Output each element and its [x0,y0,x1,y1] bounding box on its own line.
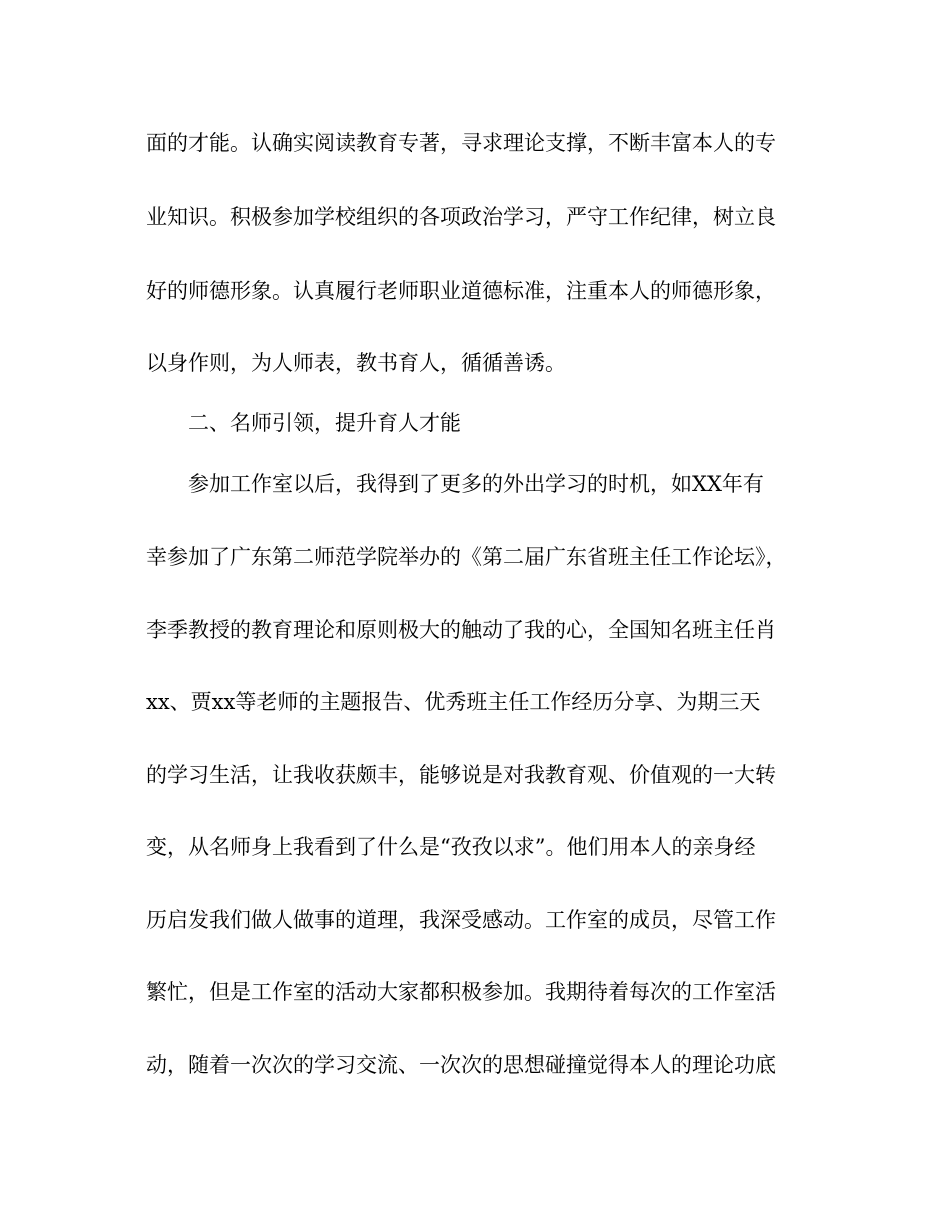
paragraph-line: 历启发我们做人做事的道理，我深受感动。工作室的成员，尽管工作 [146,908,776,932]
paragraph-line: 参加工作室以后，我得到了更多的外出学习的时机，如XX年有 [188,472,764,496]
paragraph-line: 李季教授的教育理论和原则极大的触动了我的心，全国知名班主任肖 [146,618,776,642]
paragraph-line: 繁忙，但是工作室的活动大家都积极参加。我期待着每次的工作室活 [146,980,776,1004]
paragraph-line: xx、贾xx等老师的主题报告、优秀班主任工作经历分享、为期三天 [146,690,761,714]
paragraph-line: 变，从名师身上我看到了什么是“孜孜以求”。他们用本人的亲身经 [146,835,756,859]
paragraph-line: 动，随着一次次的学习交流、一次次的思想碰撞觉得本人的理论功底 [146,1053,776,1077]
paragraph-line: 以身作则，为人师表，教书育人，循循善诱。 [146,351,566,375]
paragraph-line: 好的师德形象。认真履行老师职业道德标准，注重本人的师德形象， [146,279,776,303]
paragraph-line: 面的才能。认确实阅读教育专著，寻求理论支撑，不断丰富本人的专 [146,131,776,155]
paragraph-line: 幸参加了广东第二师范学院举办的《第二届广东省班主任工作论坛》， [146,545,787,569]
paragraph-line: 的学习生活，让我收获颇丰，能够说是对我教育观、价值观的一大转 [146,763,776,787]
section-heading: 二、名师引领，提升育人才能 [188,411,461,435]
paragraph-line: 业知识。积极参加学校组织的各项政治学习，严守工作纪律，树立良 [146,205,776,229]
